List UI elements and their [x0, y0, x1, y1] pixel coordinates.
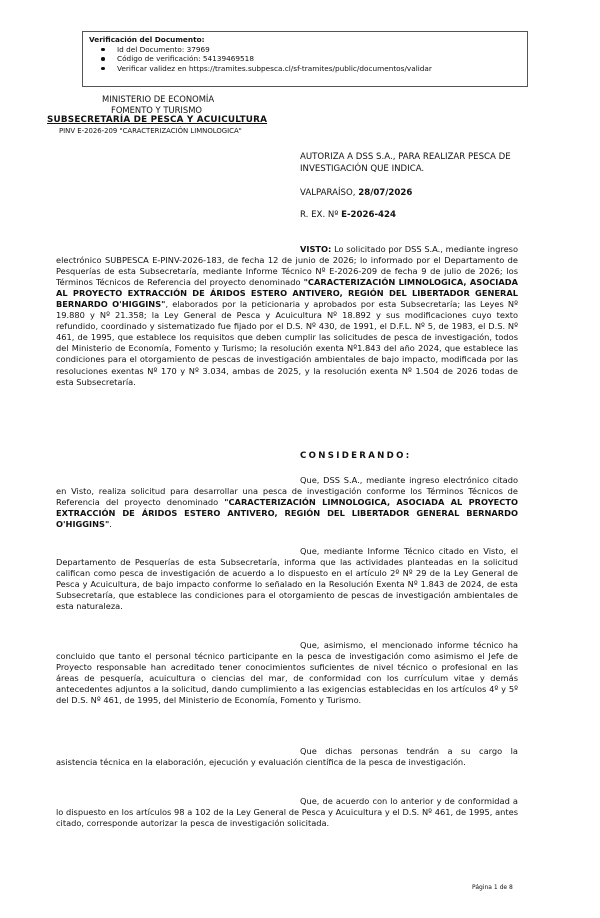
verification-code: Código de verificación: 54139469518: [117, 54, 521, 64]
visto-text-a: Lo solicitado por DSS S.A., mediante ingreso electrónico SUBPESCA E-PINV-2026-183, de fecha 12 de junio de 2026; lo informado por el Departamento de Pesquerías de esta Subsecretaría, mediante Informe Técnico Nº E-2026-209 de fecha 9 de julio de 2026; los Términos Técnicos de Referencia del proyecto denominado: [56, 244, 519, 288]
place-date: [300, 188, 412, 199]
visto-paragraph: [56, 244, 518, 388]
considerando-2: Que, mediante Informe Técnico citado en Visto, el Departamento de Pesquerías de esta Subsecretaría, informa que las actividades planteadas en la solicitud califican como pesca de investigación de acuerdo a lo dispuesto en el artículo 2º Nº 29 de la Ley General de Pesca y Acuicultura, de bajo impacto conforme lo señalado en la Resolución Exenta Nº 1.843 de 2024, de esta Subsecretaría, que establece las condiciones para el otorgamiento de pescas de investigación ambientales de esta naturaleza.: [56, 546, 518, 612]
considerando-heading: CONSIDERANDO:: [300, 451, 412, 461]
date: 28/07/2026: [358, 188, 413, 198]
considerando-1-text-b: .: [109, 519, 112, 530]
visto-text-b: , elaborados por la peticionaria y aprobados por esta Subsecretaría; las Leyes Nº 19.880 y Nº 21.358; la Ley General de Pesca y Acuicultura Nº 18.892 y sus modificaciones cuyo texto refundido, coordinado y sistematizado fue fijado por el D.S. Nº 430, de 1991, el D.F.L. Nº 5, de 1983, el D.S. Nº 461, de 1995, que establece los requisitos que deben cumplir las solicitudes de pesca de investigación, todos del Ministerio de Economía, Fomento y Turismo; la resolución exenta Nº1.843 del año 2024, que establece las condiciones para el otorgamiento de pescas de investigación ambientales de bajo impacto, modificada por las resoluciones exentas Nº 170 y Nº 3.034, ambas de 2025, y la resolución exenta Nº 1.504 de 2026 todas de esta Subsecretaría.: [56, 299, 518, 387]
ministry-line1: MINISTERIO DE ECONOMÍA: [102, 94, 215, 104]
project-reference: PINV E-2026-209 "CARACTERIZACIÓN LIMNOLOGICA": [59, 126, 242, 135]
visto-label: VISTO:: [300, 244, 332, 254]
considerando-3: Que, asimismo, el mencionado informe técnico ha concluido que tanto el personal técnico participante en la pesca de investigación como asimismo el Jefe de Proyecto responsable han acreditado tener conocimientos suficientes de nivel técnico o profesional en las áreas de pesquería, acuicultura o ciencias del mar, de conformidad con los currículum vitae y demás antecedentes adjuntos a la solicitud, dando cumplimiento a las exigencias establecidas en los artículos 4º y 5º del D.S. Nº 461, de 1995, del Ministerio de Economía, Fomento y Turismo.: [56, 640, 518, 706]
considerando-1-text-a: Que, DSS S.A., mediante ingreso electrónico citado en Visto, realiza solicitud para desarrollar una pesca de investigación conforme los Términos Técnicos de Referencia del proyecto denominado: [56, 475, 518, 508]
place: VALPARAÍSO,: [300, 188, 356, 198]
verification-document-id: Id del Documento: 37969: [117, 45, 521, 55]
verification-title: Verificación del Documento:: [89, 35, 205, 44]
visto-project-name: "CARACTERIZACIÓN LIMNOLOGICA, ASOCIADA AL PROYECTO EXTRACCIÓN DE ÁRIDOS ESTERO ANTIVERO, REGIÓN DEL LIBERTADOR GENERAL BERNARDO O'HIGGINS": [56, 277, 518, 310]
document-header: [45, 94, 295, 136]
considerando-1-project-name: "CARACTERIZACIÓN LIMNOLOGICA, ASOCIADA AL PROYECTO EXTRACCIÓN DE ÁRIDOS ESTERO ANTIVERO, REGIÓN DEL LIBERTADOR GENERAL BERNARDO O'HIGGINS": [56, 497, 518, 530]
resolution-code: E-2026-424: [341, 210, 396, 220]
considerando-1: [56, 475, 518, 530]
subsecretaria-name: SUBSECRETARÍA DE PESCA Y ACUICULTURA: [47, 115, 268, 126]
ministry-line2: FOMENTO Y TURISMO: [111, 104, 203, 115]
resolution-label: R. EX. Nº: [300, 210, 339, 220]
verification-url[interactable]: Verificar validez en https://tramites.subpesca.cl/sf-tramites/public/documentos/validar: [117, 64, 521, 74]
authorization-summary: AUTORIZA A DSS S.A., PARA REALIZAR PESCA DE INVESTIGACIÓN QUE INDICA.: [300, 152, 511, 174]
considerando-4: Que dichas personas tendrán a su cargo la asistencia técnica en la elaboración, ejecución y evaluación científica de la pesca de investigación.: [56, 746, 518, 768]
resolution-number: [300, 210, 396, 221]
verification-list: [89, 45, 521, 74]
considerando-5: Que, de acuerdo con lo anterior y de conformidad a lo dispuesto en los artículos 98 a 102 de la Ley General de Pesca y Acuicultura y el D.S. Nº 461, de 1995, antes citado, corresponde autorizar la pesca de investigación solicitada.: [56, 796, 518, 829]
verification-box: [82, 31, 528, 87]
page-number: Página 1 de 8: [472, 884, 513, 891]
